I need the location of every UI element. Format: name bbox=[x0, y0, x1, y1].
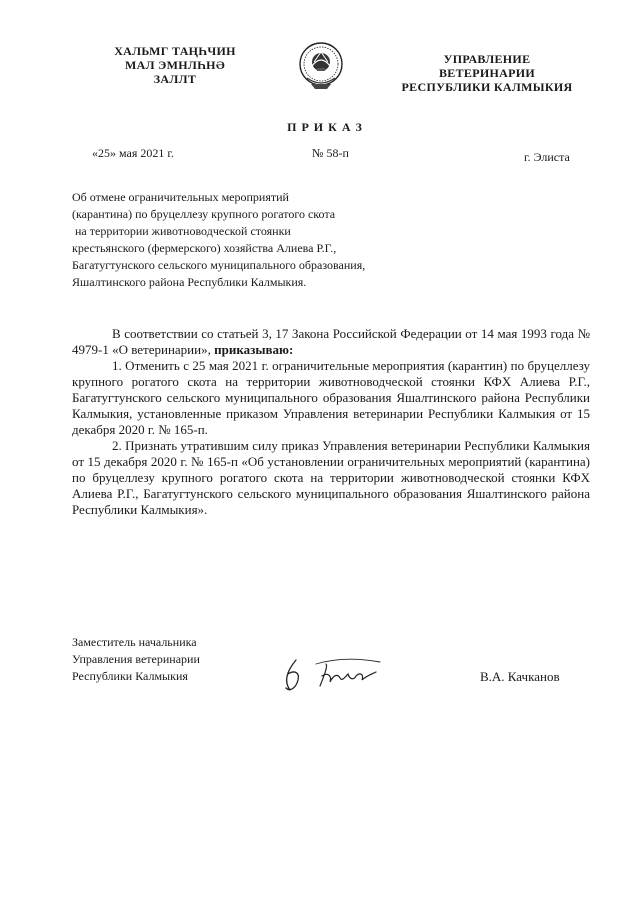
body-item-1: 1. Отменить с 25 мая 2021 г. ограничительные мероприятия (карантин) по бруцеллезу крупного рогатого скота на территории животноводческой стоянки КФХ Алиева Р.Г., Багатугтунского сельского муниципального образования Яшалтинского района Республики Калмыкия, установленные приказом Управления ветеринарии Республики Калмыкия от 15 декабря 2020 г. № 165-п. bbox=[72, 358, 590, 437]
order-city: г. Элиста bbox=[524, 150, 570, 164]
body-intro-bold: приказываю: bbox=[214, 342, 294, 357]
header-left-line-1: ХАЛЬМГ ТАҢҺЧИН bbox=[114, 44, 236, 58]
header-right bbox=[392, 52, 582, 94]
header-left-line-2: МАЛ ЭМНЛҺНӘ bbox=[125, 58, 225, 72]
signer-name: В.А. Качканов bbox=[480, 669, 560, 684]
order-date: «25» мая 2021 г. bbox=[92, 146, 174, 160]
order-number: № 58-п bbox=[312, 146, 349, 160]
order-title: П Р И К А З bbox=[287, 120, 363, 134]
subject-line: Об отмене ограничительных мероприятий bbox=[72, 190, 289, 204]
header-left bbox=[90, 44, 260, 86]
subject-line: крестьянского (фермерского) хозяйства Алиева Р.Г., bbox=[72, 241, 337, 255]
signer-position-line: Заместитель начальника bbox=[72, 635, 197, 649]
body-intro-text: В соответствии со статьей 3, 17 Закона Российской Федерации от 14 мая 1993 года № 4979-1 «О ветеринарии», bbox=[72, 326, 590, 357]
coat-of-arms-icon bbox=[297, 40, 345, 92]
signer-position bbox=[72, 634, 200, 685]
header-right-line-1: УПРАВЛЕНИЕ bbox=[443, 52, 531, 66]
subject-line: Яшалтинского района Республики Калмыкия. bbox=[72, 275, 307, 289]
subject-line: Багатугтунского сельского муниципального образования, bbox=[72, 258, 366, 272]
header-right-line-3: РЕСПУБЛИКИ КАЛМЫКИЯ bbox=[401, 80, 573, 94]
signer-position-line: Республики Калмыкия bbox=[72, 669, 188, 683]
body-item-2: 2. Признать утратившим силу приказ Управления ветеринарии Республики Калмыкия от 15 декабря 2020 г. № 165-п «Об установлении ограничительных мероприятий (карантина) по бруцеллезу крупного рогатого скота на территории животноводческой стоянки КФХ Алиева Р.Г., Багатугтунского сельского муниципального образования Яшалтинского района Республики Калмыкия». bbox=[72, 438, 590, 517]
order-body bbox=[72, 326, 590, 518]
body-intro bbox=[72, 326, 590, 358]
handwritten-signature-icon bbox=[276, 650, 396, 700]
header-left-line-3: ЗАЛЛТ bbox=[153, 72, 197, 86]
order-subject bbox=[72, 189, 452, 291]
subject-line: (карантина) по бруцеллезу крупного рогатого скота bbox=[72, 207, 336, 221]
subject-line: на территории животноводческой стоянки bbox=[72, 224, 291, 238]
signer-position-line: Управления ветеринарии bbox=[72, 652, 200, 666]
header-right-line-2: ВЕТЕРИНАРИИ bbox=[439, 66, 535, 80]
